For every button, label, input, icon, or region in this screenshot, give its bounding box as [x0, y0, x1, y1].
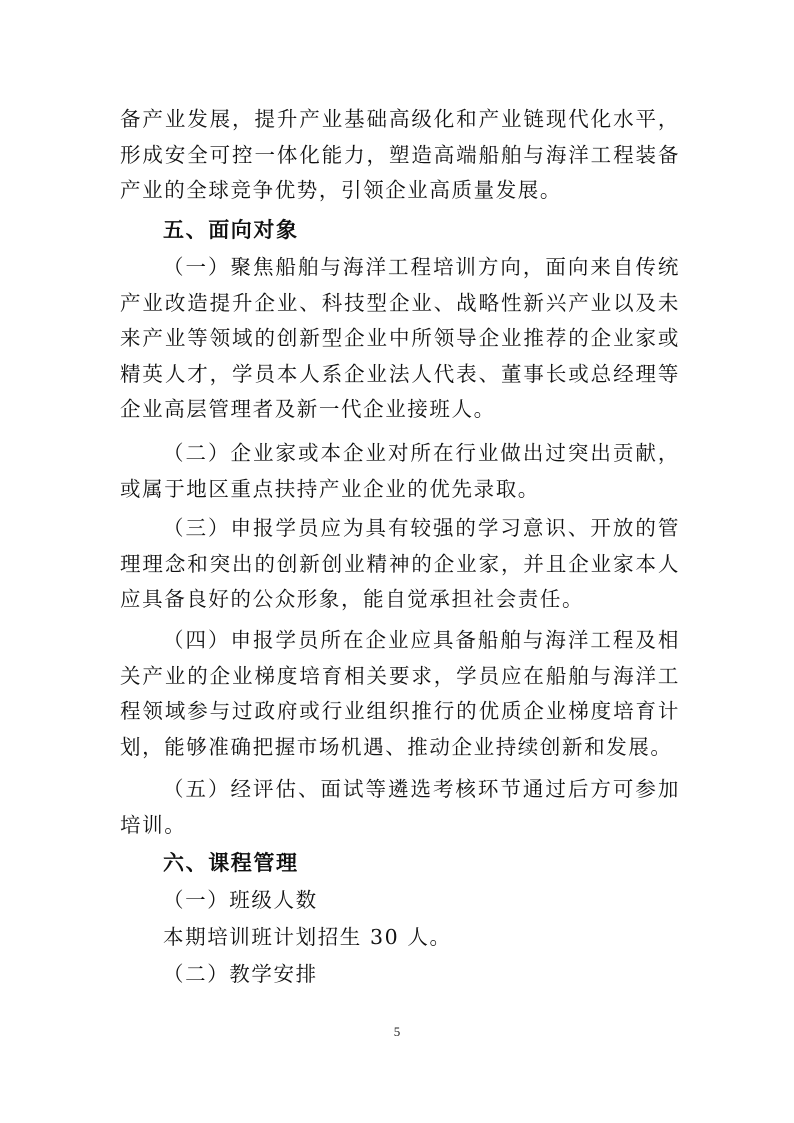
section-5-heading: 五、面向对象	[163, 218, 299, 242]
section-5-item-2: （二）企业家或本企业对所在行业做出过突出贡献，或属于地区重点扶持产业企业的优先录取。	[120, 441, 680, 501]
section-6-subheading-1: （一）班级人数	[163, 888, 318, 912]
page-number: 5	[393, 1024, 401, 1039]
section-5-item-1: （一）聚焦船舶与海洋工程培训方向，面向来自传统产业改造提升企业、科技型企业、战略性新兴产业以及未来产业等领域的创新型企业中所领导企业推荐的企业家或精英人才，学员本人系企业法人代表、董事长或总经理等企业高层管理者及新一代企业接班人。	[120, 255, 680, 421]
section-6-heading: 六、课程管理	[163, 851, 299, 875]
section-5-item-5: （五）经评估、面试等遴选考核环节通过后方可参加培训。	[120, 777, 680, 837]
section-6-subheading-2: （二）教学安排	[163, 962, 318, 986]
section-5-item-4: （四）申报学员所在企业应具备船舶与海洋工程及相关产业的企业梯度培育相关要求，学员应在船舶与海洋工程领域参与过政府或行业组织推行的优质企业梯度培育计划，能够准确把握市场机遇、推动企业持续创新和发展。	[120, 628, 680, 759]
section-6-sub1-text: 本期培训班计划招生 30 人。	[163, 925, 452, 949]
intro-paragraph: 备产业发展，提升产业基础高级化和产业链现代化水平，形成安全可控一体化能力，塑造高端船舶与海洋工程装备产业的全球竞争优势，引领企业高质量发展。	[120, 107, 680, 202]
section-5-item-3: （三）申报学员应为具有较强的学习意识、开放的管理理念和突出的创新创业精神的企业家，并且企业家本人应具备良好的公众形象，能自觉承担社会责任。	[120, 516, 680, 611]
